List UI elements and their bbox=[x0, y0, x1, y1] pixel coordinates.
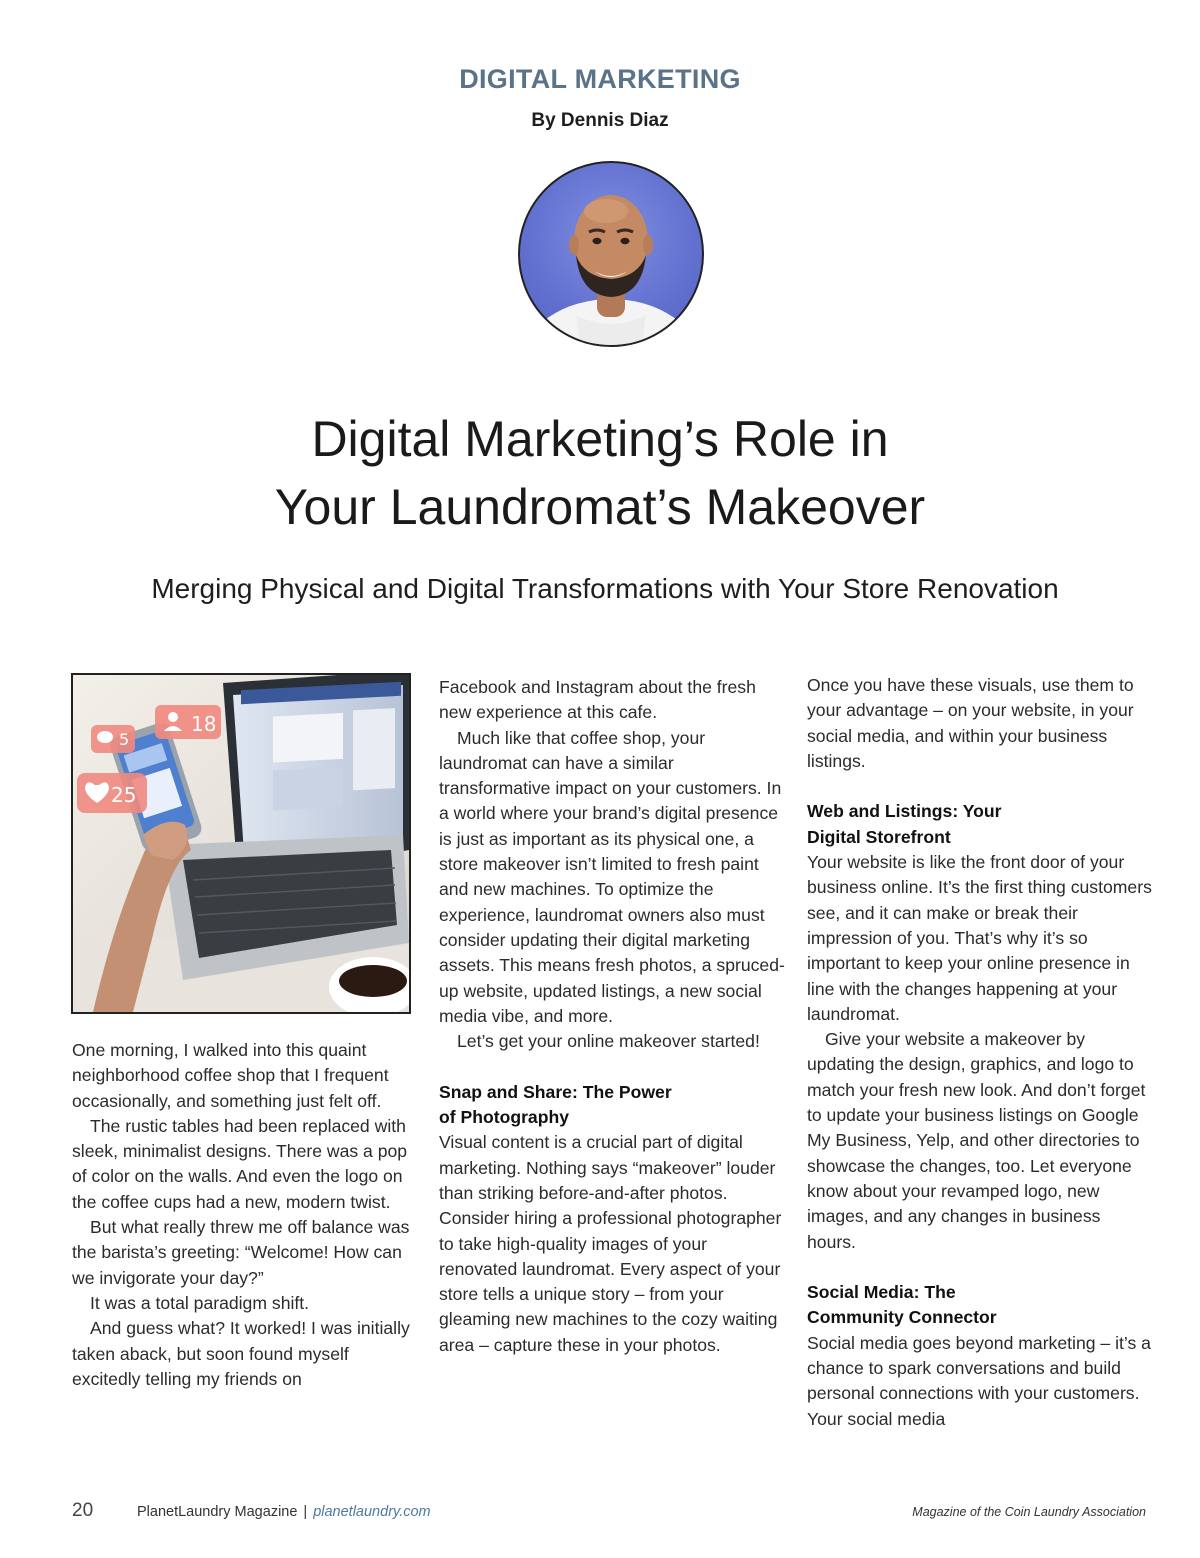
footer-tagline: Magazine of the Coin Laundry Association bbox=[912, 1505, 1146, 1519]
paragraph: Social media goes beyond marketing – it’s a chance to spark conversations and build personal connections with your customers. Your social media bbox=[807, 1332, 1151, 1429]
article-title bbox=[0, 405, 1200, 541]
paragraph: Visual content is a crucial part of digital marketing. Nothing says “makeover” louder than striking before-and-after photos. Consider hiring a professional photographer to take high-quality images of your renovated laundromat. Every aspect of your store tells a unique story – from your gleaming new machines to the cozy waiting area – capture these in your photos. bbox=[439, 1132, 782, 1355]
paragraph: The rustic tables had been replaced with sleek, minimalist designs. There was a pop of color on the walls. And even the logo on the coffee cups had a new, modern twist. bbox=[72, 1115, 408, 1212]
section-heading-web-listings bbox=[807, 799, 1152, 850]
paragraph: It was a total paradigm shift. bbox=[90, 1292, 310, 1313]
section-heading-social-media bbox=[807, 1280, 1152, 1331]
article-column-2 bbox=[439, 675, 787, 1358]
likes-badge bbox=[77, 773, 147, 813]
followers-badge bbox=[155, 705, 221, 739]
author-avatar bbox=[518, 161, 704, 347]
heading-line: Web and Listings: Your bbox=[807, 801, 1002, 822]
author-portrait-illustration bbox=[520, 163, 702, 345]
heading-line: of Photography bbox=[439, 1107, 569, 1128]
author-byline: By Dennis Diaz bbox=[531, 110, 669, 131]
paragraph: Once you have these visuals, use them to your advantage – on your website, in your social media, and within your business listings. bbox=[807, 675, 1134, 771]
section-title: DIGITAL MARKETING bbox=[459, 64, 741, 94]
laptop-phone-illustration bbox=[73, 675, 409, 1012]
page-number: 20 bbox=[72, 1500, 94, 1521]
comments-badge bbox=[91, 725, 135, 753]
followers-count: 18 bbox=[191, 712, 217, 736]
article-subtitle: Merging Physical and Digital Transformations with Your Store Renovation bbox=[151, 573, 1059, 604]
article-column-3 bbox=[807, 673, 1152, 1432]
comments-count: 5 bbox=[119, 730, 130, 749]
paragraph: Let’s get your online makeover started! bbox=[457, 1031, 760, 1052]
footer-publication bbox=[137, 1504, 431, 1520]
paragraph: One morning, I walked into this quaint neighborhood coffee shop that I frequent occasionally, and something just felt off. bbox=[72, 1040, 389, 1111]
article-column-1 bbox=[72, 1038, 417, 1392]
heading-line: Social Media: The bbox=[807, 1282, 956, 1303]
heading-line: Snap and Share: The Power bbox=[439, 1081, 672, 1102]
likes-count: 25 bbox=[111, 783, 137, 807]
heading-line: Digital Storefront bbox=[807, 826, 951, 847]
paragraph: Your website is like the front door of your business online. It’s the first thing customers see, and it can make or break their impression of you. That’s why it’s so important to keep your online presence in line with the changes happening at your laundromat. bbox=[807, 852, 1152, 1024]
heading-line: Community Connector bbox=[807, 1307, 997, 1328]
article-title-line-2: Your Laundromat’s Makeover bbox=[274, 479, 926, 535]
paragraph: But what really threw me off balance was the barista’s greeting: “Welcome! How can we invigorate your day?” bbox=[72, 1217, 410, 1288]
hero-photo-laptop-social-media bbox=[71, 673, 411, 1014]
paragraph: Facebook and Instagram about the fresh new experience at this cafe. bbox=[439, 677, 756, 723]
paragraph: Give your website a makeover by updating the design, graphics, and logo to match your fresh new look. And don’t forget to update your business listings on Google My Business, Yelp, and other directories to showcase the changes, too. Let everyone know about your revamped logo, new images, and any changes in business hours. bbox=[807, 1029, 1146, 1252]
magazine-name: PlanetLaundry Magazine bbox=[137, 1504, 298, 1520]
article-title-line-1: Digital Marketing’s Role in bbox=[311, 411, 889, 467]
website-link[interactable]: planetlaundry.com bbox=[313, 1504, 431, 1520]
paragraph: Much like that coffee shop, your laundromat can have a similar transformative impact on your customers. In a world where your brand’s digital presence is just as important as its physical one, a store makeover isn’t limited to fresh paint and new machines. To optimize the experience, laundromat owners also must consider updating their digital marketing assets. This means fresh photos, a spruced-up website, updated listings, a new social media vibe, and more. bbox=[439, 727, 785, 1026]
section-heading-photography bbox=[439, 1080, 787, 1131]
paragraph: And guess what? It worked! I was initially taken aback, but soon found myself excitedly telling my friends on bbox=[72, 1318, 410, 1389]
footer-separator: | bbox=[303, 1504, 308, 1520]
